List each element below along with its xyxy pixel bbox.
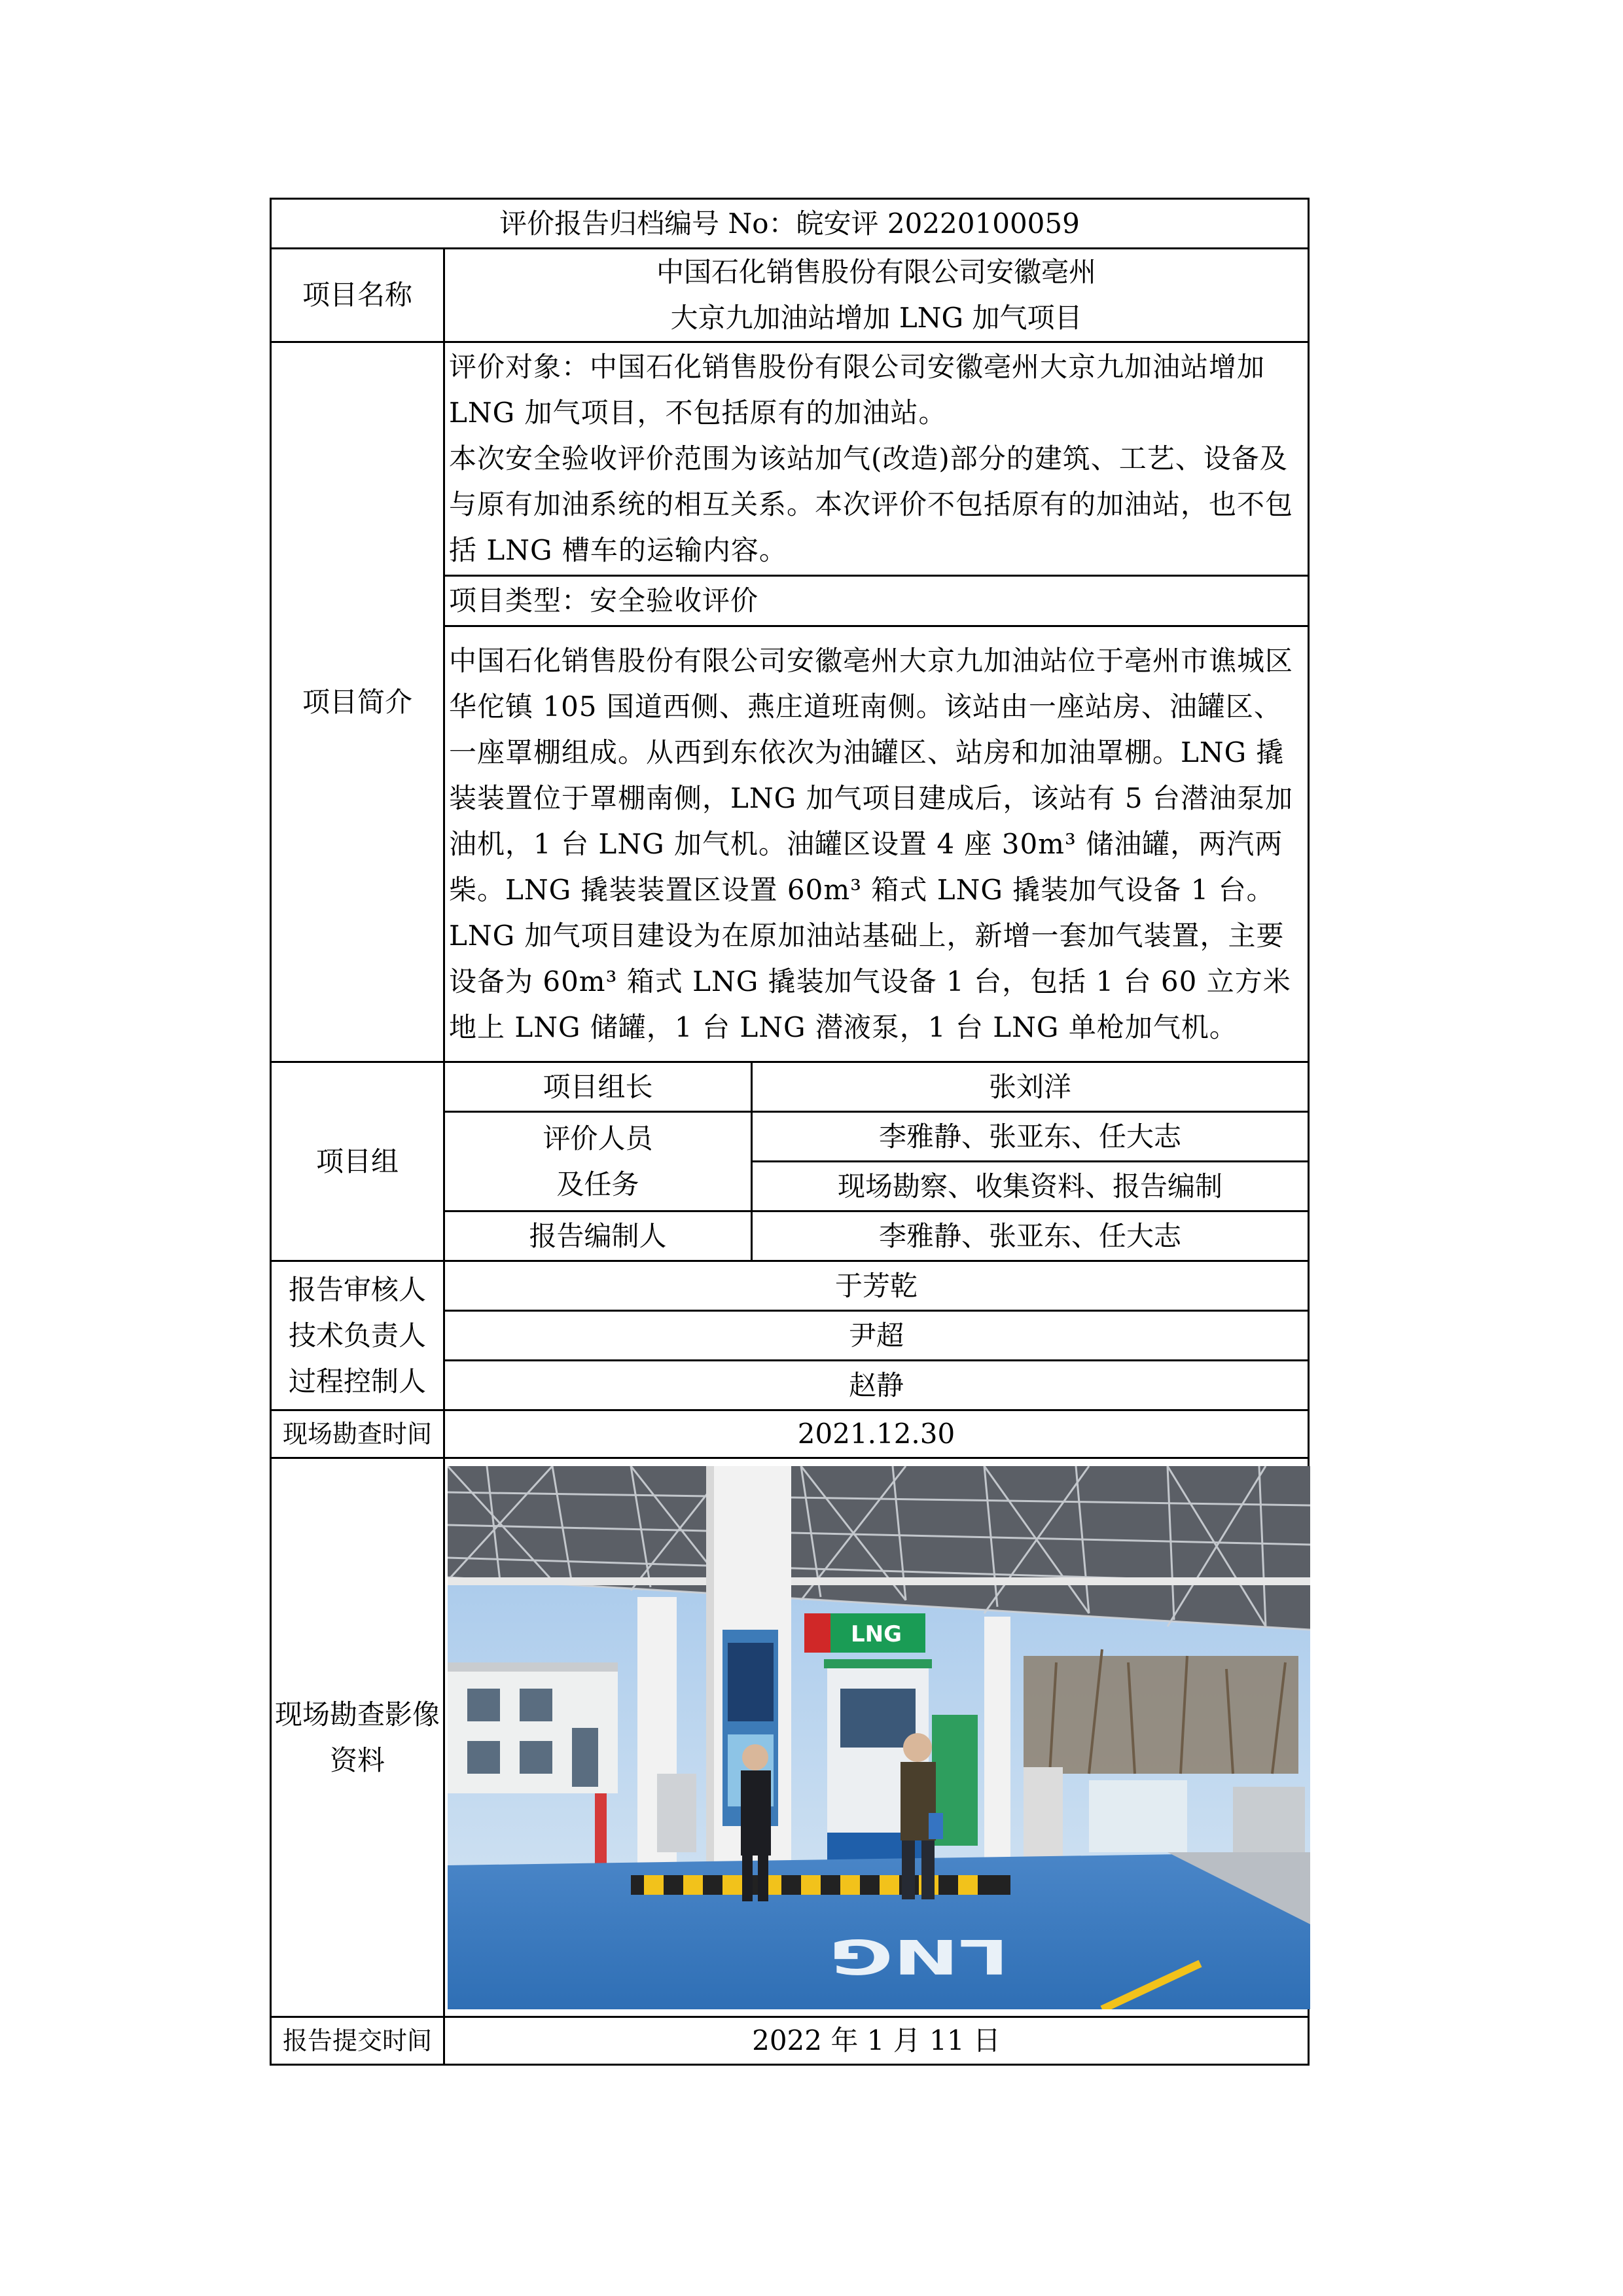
evaluators-label-line-2: 及任务 bbox=[556, 1168, 639, 1200]
evaluators-value: 李雅静、张亚东、任大志 bbox=[752, 1112, 1309, 1162]
evaluators-label bbox=[444, 1112, 752, 1211]
process-control-label: 过程控制人 bbox=[288, 1365, 426, 1397]
project-team-label: 项目组 bbox=[271, 1062, 444, 1261]
scope-paragraph-1: 评价对象：中国石化销售股份有限公司安徽亳州大京九加油站增加 LNG 加气项目，不包括原有的加油站。 bbox=[449, 351, 1266, 429]
gas-station-site-photo bbox=[448, 1466, 1310, 2009]
team-leader-row bbox=[271, 1062, 1309, 1112]
survey-photo-label bbox=[271, 1458, 444, 2017]
compiler-label: 报告编制人 bbox=[444, 1211, 752, 1261]
survey-photo-cell bbox=[444, 1458, 1309, 2017]
report-cover-document bbox=[270, 198, 1308, 2066]
submit-time-label: 报告提交时间 bbox=[271, 2017, 444, 2065]
project-name-label: 项目名称 bbox=[271, 249, 444, 342]
project-type: 项目类型：安全验收评价 bbox=[444, 576, 1309, 626]
ground-lng-marking: LNG bbox=[829, 1928, 1009, 1983]
project-name-row bbox=[271, 249, 1309, 342]
survey-photo-label-line-2: 资料 bbox=[329, 1744, 385, 1776]
survey-time-label: 现场勘查时间 bbox=[271, 1410, 444, 1458]
survey-time-row bbox=[271, 1410, 1309, 1458]
report-info-table bbox=[270, 198, 1310, 2066]
reviewers-labels bbox=[271, 1261, 444, 1410]
scope-paragraph-2: 本次安全验收评价范围为该站加气(改造)部分的建筑、工艺、设备及与原有加油系统的相互关系。本次评价不包括原有的加油站，也不包括 LNG 槽车的运输内容。 bbox=[449, 442, 1294, 566]
tech-lead-label: 技术负责人 bbox=[288, 1319, 426, 1352]
project-intro-label: 项目简介 bbox=[271, 342, 444, 1062]
team-leader-label: 项目组长 bbox=[444, 1062, 752, 1112]
evaluators-label-line-1: 评价人员 bbox=[543, 1122, 653, 1155]
reviewer-value: 于芳乾 bbox=[444, 1261, 1309, 1311]
description-paragraph-1: 中国石化销售股份有限公司安徽亳州大京九加油站位于亳州市谯城区华佗镇 105 国道西侧、燕庄道班南侧。该站由一座站房、油罐区、一座罩棚组成。从西到东依次为油罐区、站房和加油罩棚。LNG 撬装装置位于罩棚南侧，LNG 加气项目建成后，该站有 5 台潜油泵加油机，1 台 LNG 加气机。油罐区设置 4 座 30m³ 储油罐，两汽两柴。LNG 撬装装置区设置 60m³ 箱式 LNG 撬装加气设备 1 台。 bbox=[449, 644, 1294, 906]
compiler-value: 李雅静、张亚东、任大志 bbox=[752, 1211, 1309, 1261]
survey-time-value: 2021.12.30 bbox=[444, 1410, 1309, 1458]
project-name-line-2: 大京九加油站增加 LNG 加气项目 bbox=[670, 302, 1082, 334]
archive-number: 评价报告归档编号 No：皖安评 20220100059 bbox=[271, 199, 1309, 249]
submit-time-row bbox=[271, 2017, 1309, 2065]
survey-photo-row bbox=[271, 1458, 1309, 2017]
survey-photo-label-line-1: 现场勘查影像 bbox=[274, 1698, 440, 1731]
project-description bbox=[444, 626, 1309, 1062]
project-name-value bbox=[444, 249, 1309, 342]
tasks-value: 现场勘察、收集资料、报告编制 bbox=[752, 1162, 1309, 1211]
submit-time-value: 2022 年 1 月 11 日 bbox=[444, 2017, 1309, 2065]
reviewer-row bbox=[271, 1261, 1309, 1311]
project-name-line-1: 中国石化销售股份有限公司安徽亳州 bbox=[656, 256, 1096, 288]
tech-lead-value: 尹超 bbox=[444, 1311, 1309, 1361]
team-leader-value: 张刘洋 bbox=[752, 1062, 1309, 1112]
canopy-lng-sign: LNG bbox=[850, 1621, 902, 1647]
project-scope bbox=[444, 342, 1309, 576]
description-paragraph-2: LNG 加气项目建设为在原加油站基础上，新增一套加气装置，主要设备为 60m³ 箱式 LNG 撬装加气设备 1 台，包括 1 台 60 立方米地上 LNG 储罐，1 台 LNG 潜液泵，1 台 LNG 单枪加气机。 bbox=[449, 919, 1291, 1043]
archive-number-row bbox=[271, 199, 1309, 249]
project-scope-row bbox=[271, 342, 1309, 576]
process-control-value: 赵静 bbox=[444, 1361, 1309, 1410]
reviewer-label: 报告审核人 bbox=[288, 1273, 426, 1306]
